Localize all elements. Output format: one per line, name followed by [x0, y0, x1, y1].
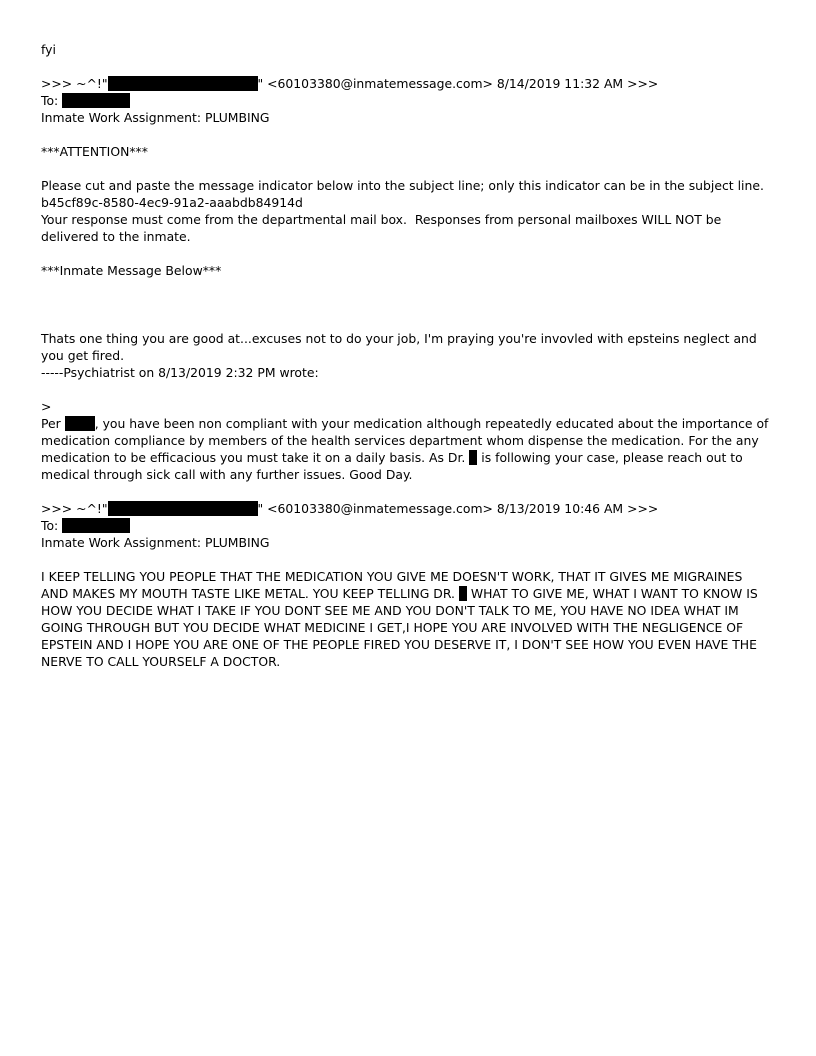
message-header-1: [41, 75, 771, 92]
header-sender: " <60103380@inmatemessage.com> 8/13/2019 10:46 AM >>>: [257, 501, 659, 516]
redaction-block: [108, 501, 258, 516]
psychiatrist-header: -----Psychiatrist on 8/13/2019 2:32 PM wrote:: [41, 365, 319, 380]
psych-msg-part2: is following your case, please reach out to medical through sick call with any further issues. Good Day.: [41, 450, 747, 482]
redaction-block: [108, 76, 258, 91]
quote-marker: >: [41, 399, 52, 414]
assignment-line-1: Inmate Work Assignment: PLUMBING: [41, 110, 270, 125]
redaction-block: [65, 416, 95, 431]
header-sender: " <60103380@inmatemessage.com> 8/14/2019 11:32 AM >>>: [257, 76, 659, 91]
message-header-2: [41, 500, 771, 517]
attention-heading: ***ATTENTION***: [41, 144, 148, 159]
email-document: [41, 41, 771, 670]
to-label: To:: [41, 518, 59, 533]
redaction-block: [459, 586, 467, 601]
to-line-1: [41, 92, 771, 109]
inmate-message-heading: ***Inmate Message Below***: [41, 263, 222, 278]
response-note: Your response must come from the departmental mail box. Responses from personal mailboxes WILL NOT be delivered to the inmate.: [41, 212, 726, 244]
per-word: Per: [41, 416, 61, 431]
original-message: [41, 568, 771, 670]
instructions-text: Please cut and paste the message indicator below into the subject line; only this indicator can be in the subject line.: [41, 178, 764, 193]
psychiatrist-message: [41, 415, 771, 483]
assignment-line-2: Inmate Work Assignment: PLUMBING: [41, 535, 270, 550]
redaction-block: [62, 93, 130, 108]
original-msg-part1: I KEEP TELLING YOU PEOPLE THAT THE MEDICATION YOU GIVE ME DOESN'T WORK, THAT IT GIVES ME MIGRAINES AND MAKES MY MOUTH TASTE LIKE METAL. YOU KEEP TELLING DR.: [41, 569, 747, 601]
original-msg-part2: WHAT TO GIVE ME, WHAT I WANT TO KNOW IS HOW YOU DECIDE WHAT I TAKE IF YOU DONT SEE ME AND YOU DON'T TALK TO ME, YOU HAVE NO IDEA WHAT IM GOING THROUGH BUT YOU DECIDE WHAT MEDICINE I GET,I HOPE YOU ARE INVOLVED WITH THE NEGLIGENCE OF EPSTEIN AND I HOPE YOU ARE ONE OF THE PEOPLE FIRED YOU DESERVE IT, I DON'T SEE HOW YOU EVEN HAVE THE NERVE TO CALL YOURSELF A DOCTOR.: [41, 586, 762, 669]
to-label: To:: [41, 93, 59, 108]
fyi-note: fyi: [41, 42, 56, 57]
psych-msg-part1: , you have been non compliant with your medication although repeatedly educated about the importance of medication compliance by members of the health services department whom dispense the medication. For the any medication to be efficacious you must take it on a daily basis. As Dr.: [41, 416, 773, 465]
redaction-block: [62, 518, 130, 533]
message-indicator: b45cf89c-8580-4ec9-91a2-aaabdb84914d: [41, 195, 303, 210]
reply-text: Thats one thing you are good at...excuses not to do your job, I'm praying you're invovled with epsteins neglect and you get fired.: [41, 331, 761, 363]
header-prefix: >>> ~^!": [41, 76, 108, 91]
header-prefix: >>> ~^!": [41, 501, 108, 516]
to-line-2: [41, 517, 771, 534]
